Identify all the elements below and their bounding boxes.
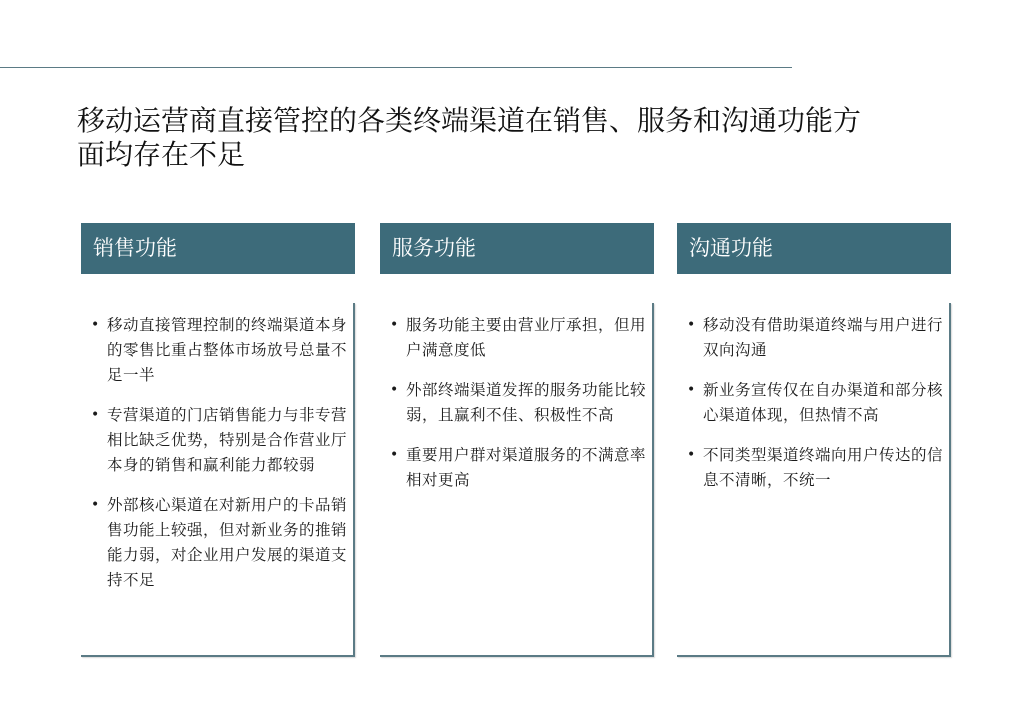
list-item [685,378,943,428]
list-item [89,403,347,478]
bullet-list-sales [81,303,353,593]
list-item [388,378,646,428]
page-title-line-1: 移动运营商直接管控的各类终端渠道在销售、服务和沟通功能方 [77,104,862,137]
bullet-icon: • [91,497,100,513]
list-item [89,493,347,593]
bullet-list-service [380,303,652,493]
bullet-icon: • [390,317,399,333]
list-item-text: 不同类型渠道终端向用户传达的信息不清晰，不统一 [703,446,944,489]
column-body-communication [677,303,951,657]
list-item-text: 重要用户群对渠道服务的不满意率相对更高 [406,446,647,489]
column-body-service [380,303,654,657]
bullet-icon: • [91,317,100,333]
page-title-line-2: 面均存在不足 [77,138,246,171]
list-item [685,313,943,363]
page-title [77,104,977,172]
bullet-icon: • [687,447,696,463]
bullet-icon: • [390,447,399,463]
column-body-sales [81,303,355,657]
column-header-service: 服务功能 [380,223,654,274]
list-item [89,313,347,388]
bullet-icon: • [687,382,696,398]
column-service [380,223,654,489]
column-sales [81,223,355,589]
list-item-text: 外部终端渠道发挥的服务功能比较弱，且赢利不佳、积极性不高 [406,381,647,424]
column-header-sales: 销售功能 [81,223,355,274]
bullet-icon: • [91,407,100,423]
list-item [388,313,646,363]
list-item-text: 移动直接管理控制的终端渠道本身的零售比重占整体市场放号总量不足一半 [107,316,348,384]
list-item-text: 外部核心渠道在对新用户的卡品销售功能上较强，但对新业务的推销能力弱，对企业用户发展的渠道支持不足 [107,496,348,589]
list-item-text: 移动没有借助渠道终端与用户进行双向沟通 [703,316,944,359]
list-item [685,443,943,493]
top-divider [0,67,792,68]
bullet-icon: • [687,317,696,333]
list-item-text: 专营渠道的门店销售能力与非专营相比缺乏优势，特别是合作营业厅本身的销售和赢利能力都较弱 [107,406,348,474]
bullet-list-communication [677,303,949,493]
column-header-communication: 沟通功能 [677,223,951,274]
list-item [388,443,646,493]
list-item-text: 新业务宣传仅在自办渠道和部分核心渠道体现，但热情不高 [703,381,944,424]
column-communication [677,223,951,489]
list-item-text: 服务功能主要由营业厅承担，但用户满意度低 [406,316,647,359]
bullet-icon: • [390,382,399,398]
